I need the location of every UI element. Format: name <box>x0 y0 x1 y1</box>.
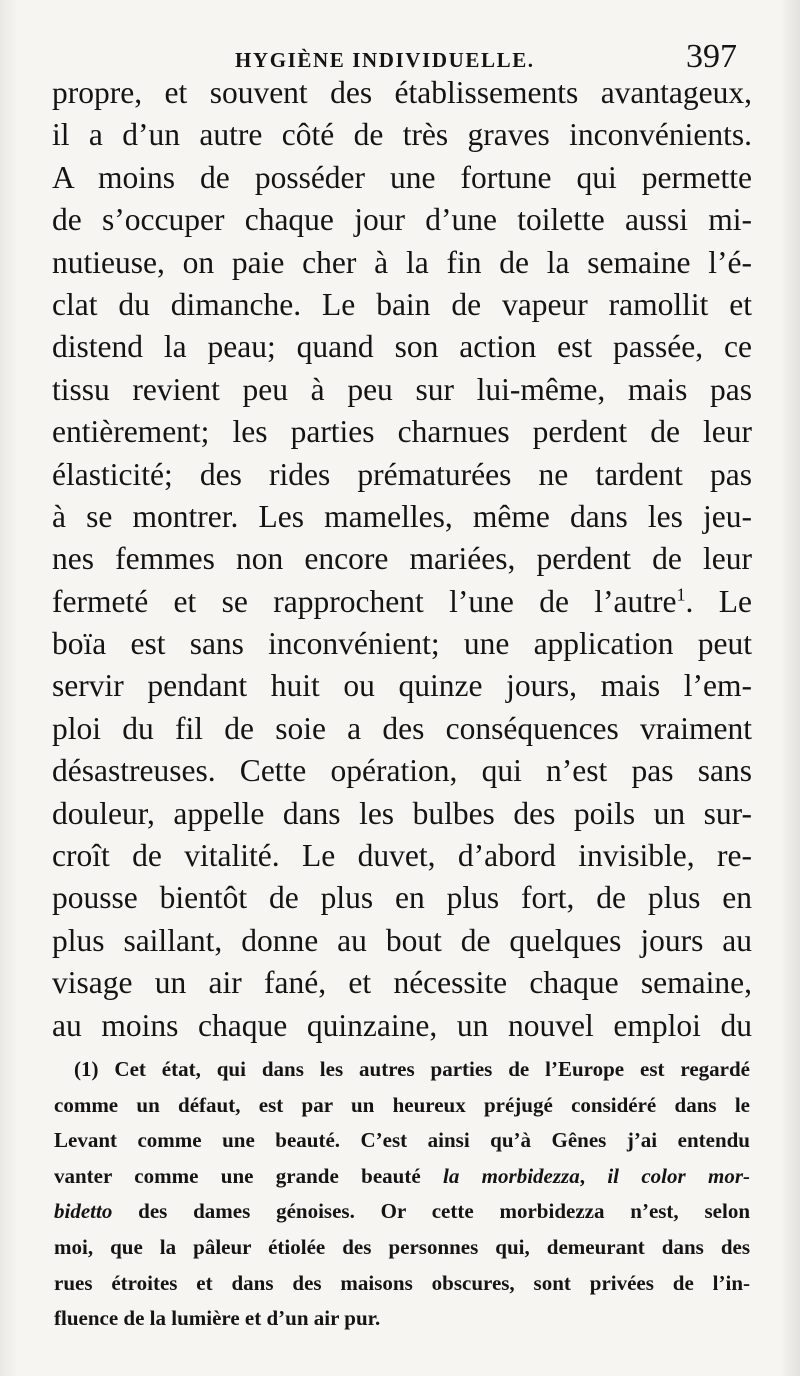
text-line: ploi du fil de soie a des conséquences vraiment <box>52 710 752 746</box>
text-line: distend la peau; quand son action est passée, ce <box>52 329 752 365</box>
footnote-reference: 1 <box>676 584 686 605</box>
footnote-italic: bidetto <box>54 1199 113 1224</box>
footnote-line <box>54 1159 750 1195</box>
text-line: boïa est sans inconvénient; une application peut <box>52 626 752 662</box>
text-line: visage un air fané, et nécessite chaque semaine, <box>52 965 752 1001</box>
text-line: désastreuses. Cette opération, qui n’est pas sans <box>52 753 752 789</box>
text-line: il a d’un autre côté de très graves inconvénients. <box>52 117 752 153</box>
page-number: 397 <box>686 38 737 75</box>
text-line: à se montrer. Les mamelles, même dans les jeu- <box>52 498 752 534</box>
text-line: plus saillant, donne au bout de quelques jours au <box>52 922 752 958</box>
body-text <box>52 72 752 1047</box>
text-line-end: . Le <box>685 583 752 619</box>
text-line: nutieuse, on paie cher à la fin de la semaine l’é- <box>52 244 752 280</box>
text-line: de s’occuper chaque jour d’une toilette aussi mi- <box>52 202 752 238</box>
footnote-line: fluence de la lumière et d’un air pur. <box>54 1306 381 1331</box>
text-line: servir pendant huit ou quinze jours, mais l’em- <box>52 668 752 704</box>
running-title: HYGIÈNE INDIVIDUELLE. <box>235 48 535 72</box>
footnote-line <box>54 1052 750 1088</box>
footnote-line: Levant comme une beauté. C’est ainsi qu’à Gênes j’ai entendu <box>54 1128 750 1153</box>
footnote-text: vanter comme une grande beauté <box>54 1163 443 1188</box>
text-line: croît de vitalité. Le duvet, d’abord invisible, re- <box>52 838 752 874</box>
footnote-line <box>54 1194 750 1230</box>
text-line: douleur, appelle dans les bulbes des poils un sur- <box>52 795 752 831</box>
footnote-text: Cet état, qui dans les autres parties de l’Europe est regardé <box>114 1057 750 1081</box>
footnote-italic: la morbidezza <box>443 1163 580 1188</box>
text-line: A moins de posséder une fortune qui permette <box>52 159 752 195</box>
footnote-text: des dames génoises. Or cette morbidezza n’est, selon <box>112 1199 750 1224</box>
footnote-italic: il color mor- <box>607 1163 751 1188</box>
text-line: clat du dimanche. Le bain de vapeur ramollit et <box>52 286 752 322</box>
text-line: entièrement; les parties charnues perdent de leur <box>52 414 752 450</box>
text-line: propre, et souvent des établissements avantageux, <box>52 75 752 110</box>
footnote-text: , <box>579 1163 608 1188</box>
footnote-line: rues étroites et dans des maisons obscures, sont privées de l’in- <box>54 1270 750 1295</box>
text-line: tissu revient peu à peu sur lui-même, mais pas <box>52 371 752 407</box>
footnote-marker: (1) <box>74 1057 99 1081</box>
footnote <box>54 1052 750 1337</box>
text-line: élasticité; des rides prématurées ne tardent pas <box>52 456 752 492</box>
footnote-line: comme un défaut, est par un heureux préjugé considéré dans le <box>54 1092 750 1117</box>
footnote-line: moi, que la pâleur étiolée des personnes qui, demeurant dans des <box>54 1234 750 1259</box>
text-line: au moins chaque quinzaine, un nouvel emploi du <box>52 1007 752 1043</box>
text-line-start: fermeté et se rapprochent l’une de l’autre <box>52 583 677 619</box>
text-line: nes femmes non encore mariées, perdent de leur <box>52 541 752 577</box>
text-line-with-note <box>52 581 752 623</box>
text-line: pousse bientôt de plus en plus fort, de plus en <box>52 880 752 916</box>
